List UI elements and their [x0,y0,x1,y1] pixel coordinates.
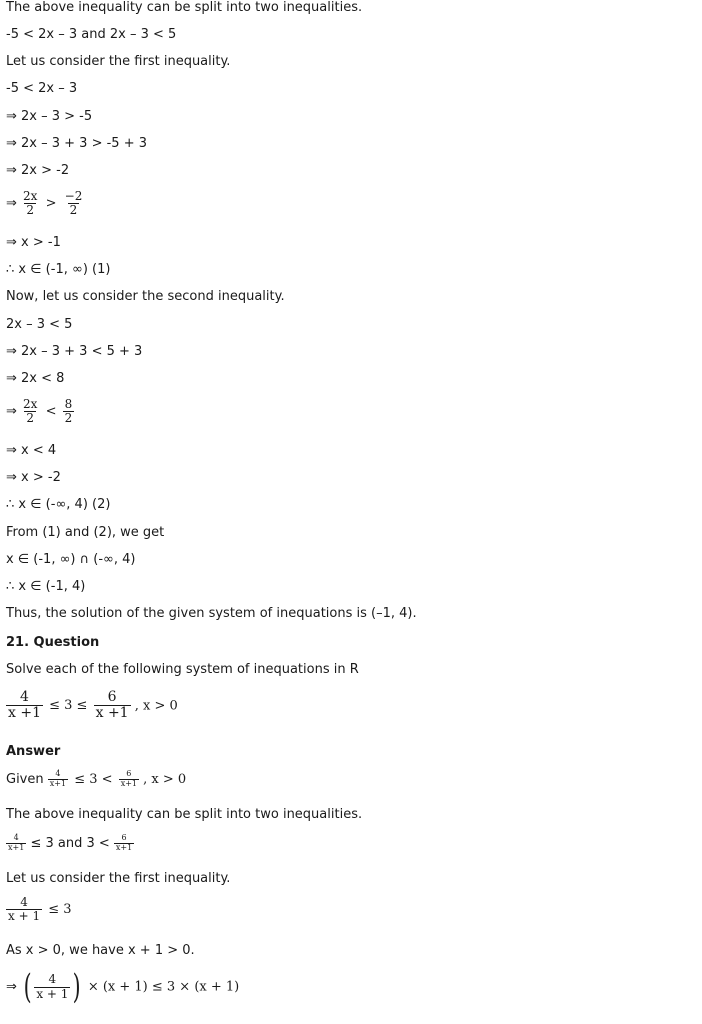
fraction [63,190,85,217]
fraction [34,973,70,1000]
numerator: 6 [121,833,127,842]
operator: ≤ 3 ≤ [49,698,88,714]
denominator: x+1 [49,778,67,788]
inequality-line: ⇒ x > -1 [6,235,61,250]
given-inequality [6,770,186,789]
operator: ≤ 3 < [74,771,113,787]
question-heading: 21. Question [6,635,100,650]
numerator: 8 [64,397,73,411]
fraction-inequality [6,190,84,217]
inequality-line: ⇒ 2x < 8 [6,371,65,386]
multiplied-inequality [6,967,240,1007]
fraction [6,896,42,923]
fraction [48,770,68,789]
fraction [114,834,134,853]
result-line: ∴ x ∈ (-∞, 4) (2) [6,497,111,512]
inequality-line: ⇒ 2x – 3 + 3 < 5 + 3 [6,344,143,359]
text-line: As x > 0, we have x + 1 > 0. [6,943,195,958]
denominator: 2 [26,411,35,426]
denominator: x +1 [95,705,129,722]
denominator: x +1 [8,705,41,722]
result-line: ∴ x ∈ (-1, ∞) (1) [6,262,111,277]
fraction [21,190,39,217]
inequality-line: 2x – 3 < 5 [6,317,73,332]
text-line: The above inequality can be split into two inequalities. [6,0,363,15]
fraction [94,690,131,722]
numerator: 2x [23,397,38,411]
answer-heading: Answer [6,744,61,759]
question-inequality [6,690,178,722]
operator: > [45,196,57,212]
fraction [21,398,39,425]
implies-arrow: ⇒ [6,404,17,420]
numerator: 6 [126,769,132,778]
denominator: 2 [69,203,78,218]
numerator: −2 [64,189,83,203]
inequality-line: ⇒ 2x – 3 > -5 [6,109,93,124]
fraction [63,398,75,425]
expression: × (x + 1) ≤ 3 × (x + 1) [87,979,240,995]
first-inequality [6,896,74,923]
denominator: 2 [64,411,73,426]
numerator: 4 [13,833,19,842]
numerator: 2x [23,189,38,203]
result-line: x ∈ (-1, ∞) ∩ (-∞, 4) [6,552,136,567]
text-line: From (1) and (2), we get [6,525,165,540]
operator: < [45,404,57,420]
result-line: ∴ x ∈ (-1, 4) [6,579,86,594]
inequality-line: -5 < 2x – 3 and 2x – 3 < 5 [6,27,177,42]
text-line: Now, let us consider the second inequality. [6,289,285,304]
text-line: Let us consider the first inequality. [6,871,231,886]
denominator: x + 1 [8,909,41,924]
numerator: 4 [20,689,29,705]
condition: , x > 0 [143,771,187,787]
fraction-inequality [6,398,74,425]
numerator: 4 [55,769,61,778]
inequality-line: ⇒ x > -2 [6,470,61,485]
conclusion-line: Thus, the solution of the given system of inequations is (–1, 4). [6,606,417,621]
numerator: 6 [107,689,117,705]
left-paren-icon: ( [23,967,32,1007]
right-paren-icon: ) [73,967,82,1007]
question-text: Solve each of the following system of inequations in R [6,662,359,677]
operator: ≤ 3 [48,902,72,918]
numerator: 4 [20,895,28,909]
inequality-line: ⇒ x < 4 [6,443,57,458]
inequality-line: ⇒ 2x – 3 + 3 > -5 + 3 [6,136,148,151]
denominator: x+1 [8,842,25,852]
text-line: Let us consider the first inequality. [6,54,231,69]
denominator: x + 1 [36,986,69,1001]
split-inequality [6,834,134,853]
denominator: 2 [26,203,35,218]
inequality-line: -5 < 2x – 3 [6,81,78,96]
given-label: Given [6,771,44,787]
text-line: The above inequality can be split into two inequalities. [6,807,363,822]
implies-arrow: ⇒ [6,196,17,212]
fraction [119,770,139,789]
implies-arrow: ⇒ [6,979,17,995]
denominator: x+1 [115,842,133,852]
operator: ≤ 3 and 3 < [30,835,110,851]
fraction [6,834,26,853]
inequality-line: ⇒ 2x > -2 [6,163,70,178]
fraction [6,690,43,722]
condition: , x > 0 [134,698,178,714]
numerator: 4 [48,972,57,987]
denominator: x+1 [120,778,137,788]
